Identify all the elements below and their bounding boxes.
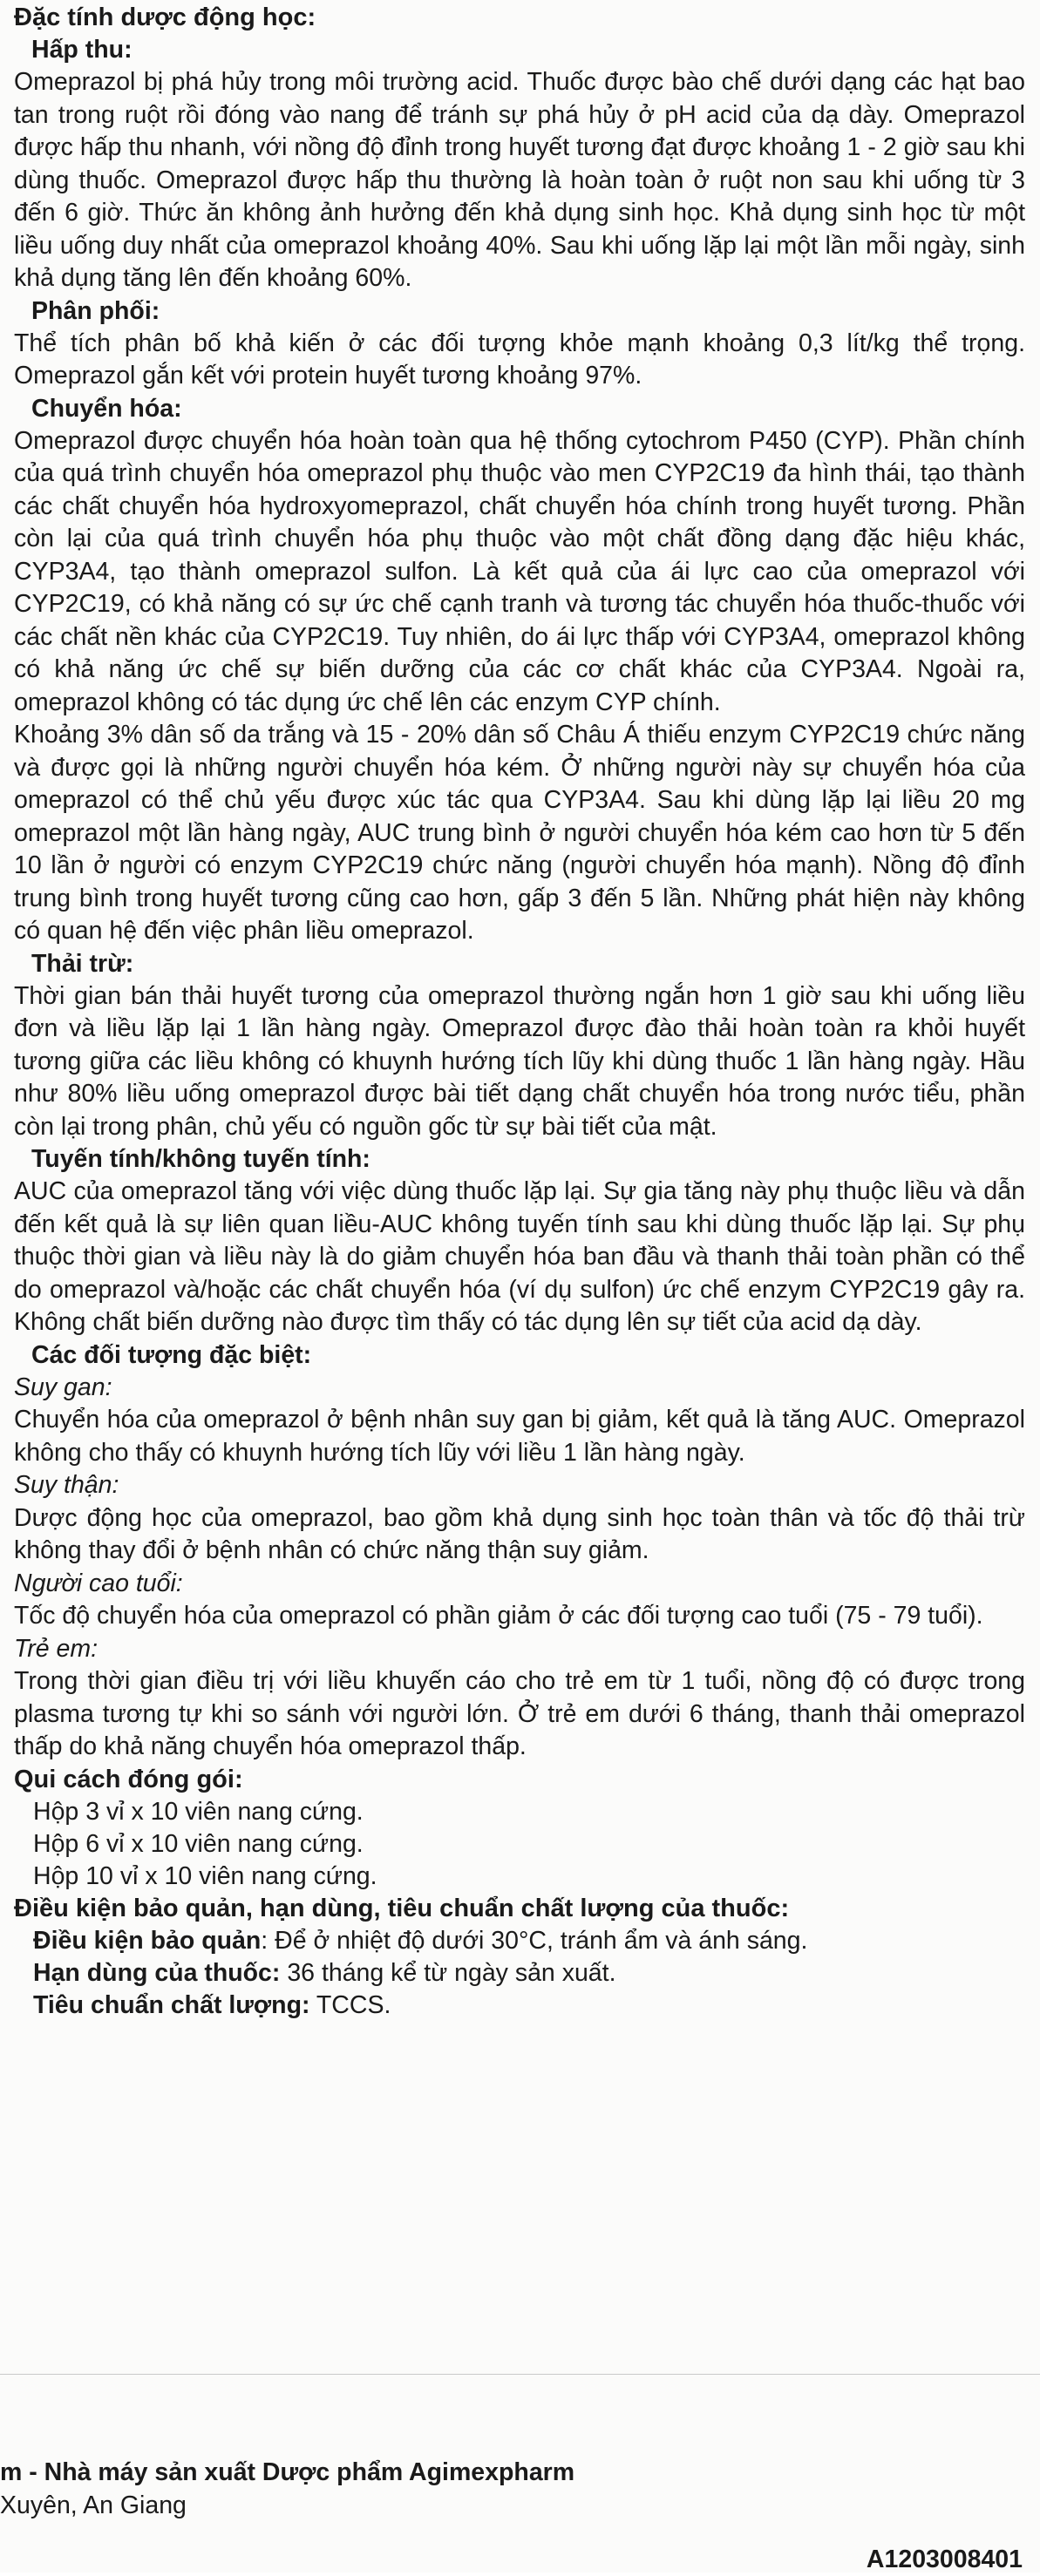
liver-label: Suy gan: <box>14 1373 112 1401</box>
shelf-life-row <box>33 1957 1025 1990</box>
elimination-text: Thời gian bán thải huyết tương của omeprazol thường ngắn hơn 1 giờ sau khi uống liều đơn và liều lặp lại 1 lần hàng ngày. Omeprazol được đào thải hoàn toàn ra khỏi huyết tương giữa các liều không có khuynh hướng tích lũy khi dùng thuốc 1 lần hàng ngày. Hầu như 80% liều uống omeprazol được bài tiết dạng chất chuyển hóa trong nước tiểu, phần còn lại trong phân, chủ yếu có nguồn gốc từ sự bài tiết của mật. <box>14 981 1025 1141</box>
packaging-item: Hộp 6 vỉ x 10 viên nang cứng. <box>33 1829 364 1858</box>
storage-condition-text: : Để ở nhiệt độ dưới 30°C, tránh ẩm và ánh sáng. <box>261 1926 808 1955</box>
distribution-text: Thể tích phân bố khả kiến ở các đối tượng khỏe mạnh khoảng 0,3 lít/kg thể trọng. Omeprazol gắn kết với protein huyết tương khoảng 97%. <box>14 329 1025 390</box>
children-label: Trẻ em: <box>14 1634 99 1663</box>
storage-condition-row <box>33 1925 1025 1957</box>
metabolism-text-1: Omeprazol được chuyển hóa hoàn toàn qua hệ thống cytochrom P450 (CYP). Phần chính của quá trình chuyển hóa omeprazol phụ thuộc vào men CYP2C19 đa hình thái, tạo thành các chất chuyển hóa hydroxyomeprazol, chất chuyển hóa chính trong huyết tương. Phần còn lại của quá trình chuyển hóa phụ thuộc vào một chất đồng dạng đặc hiệu khác, CYP3A4, tạo thành omeprazol sulfon. Là kết quả của ái lực cao của omeprazol với CYP2C19, có khả năng có sự ức chế cạnh tranh và tương tác chuyển hóa thuốc-thuốc với các chất nền khác của CYP2C19. Tuy nhiên, do ái lực thấp với CYP3A4, omeprazol không có khả năng ức chế sự biến dưỡng của các cơ chất khác của CYP3A4. Ngoài ra, omeprazol không có tác dụng ức chế lên các enzym CYP chính. <box>14 426 1025 716</box>
section-title: Đặc tính dược động học: <box>14 3 316 31</box>
metabolism-text-2: Khoảng 3% dân số da trắng và 15 - 20% dân số Châu Á thiếu enzym CYP2C19 chức năng và được gọi là những người chuyển hóa kém. Ở những người này sự chuyển hóa của omeprazol có thể chủ yếu được xúc tác qua CYP3A4. Sau khi dùng lặp lại liều 20 mg omeprazol một lần hàng ngày, AUC trung bình ở người chuyển hóa kém cao hơn từ 5 đến 10 lần ở người có enzym CYP2C19 chức năng (người chuyển hóa mạnh). Nồng độ đỉnh trung bình trong huyết tương cũng cao hơn, gấp 3 đến 5 lần. Những phát hiện này không có quan hệ đến việc phân liều omeprazol. <box>14 721 1025 945</box>
distribution-heading: Phân phối: <box>31 296 160 325</box>
kidney-label: Suy thận: <box>14 1471 119 1499</box>
kidney-text: Dược động học của omeprazol, bao gồm khả dụng sinh học toàn thân và tốc độ thải trừ không thay đổi ở bệnh nhân có chức năng thận suy giảm. <box>14 1503 1025 1564</box>
quality-standard-row <box>33 1990 1025 2022</box>
quality-standard-label: Tiêu chuẩn chất lượng: <box>33 1990 310 2019</box>
special-populations-heading: Các đối tượng đặc biệt: <box>31 1340 312 1369</box>
manufacturer-address: Xuyên, An Giang <box>0 2491 187 2519</box>
linearity-text: AUC của omeprazol tăng với việc dùng thuốc lặp lại. Sự gia tăng này phụ thuộc liều và dẫn đến kết quả là sự liên quan liều-AUC không tuyến tính sau khi dùng thuốc lặp lại. Sự phụ thuộc thời gian và liều này là do giảm chuyển hóa ban đầu và thanh thải toàn phần có thể do omeprazol và/hoặc các chất chuyển hóa (ví dụ sulfon) ức chế enzym CYP2C19 gây ra. Không chất biến dưỡng nào được tìm thấy có tác dụng lên sự tiết của acid dạ dày. <box>14 1177 1025 1336</box>
elimination-heading: Thải trừ: <box>31 949 134 978</box>
shelf-life-text: 36 tháng kể từ ngày sản xuất. <box>280 1958 616 1987</box>
storage-condition-label: Điều kiện bảo quản <box>33 1926 262 1955</box>
linearity-heading: Tuyến tính/không tuyến tính: <box>31 1145 370 1173</box>
quality-standard-text: TCCS. <box>309 1990 391 2019</box>
storage-section <box>14 1893 1025 2022</box>
document-code: A1203008401 <box>866 2545 1023 2573</box>
shelf-life-label: Hạn dùng của thuốc: <box>33 1958 281 1987</box>
elderly-text: Tốc độ chuyển hóa của omeprazol có phần giảm ở các đối tượng cao tuổi (75 - 79 tuổi). <box>14 1602 983 1630</box>
liver-text: Chuyển hóa của omeprazol ở bệnh nhân suy gan bị giảm, kết quả là tăng AUC. Omeprazol không cho thấy có khuynh hướng tích lũy với liều 1 lần hàng ngày. <box>14 1406 1025 1467</box>
manufacturer-name: m - Nhà máy sản xuất Dược phẩm Agimexpharm <box>0 2458 575 2486</box>
divider-line <box>0 2374 1040 2375</box>
metabolism-heading: Chuyển hóa: <box>31 394 182 423</box>
packaging-list <box>14 1796 1025 1893</box>
packaging-heading: Qui cách đóng gói: <box>14 1765 243 1793</box>
packaging-item: Hộp 3 vỉ x 10 viên nang cứng. <box>33 1797 364 1826</box>
storage-heading: Điều kiện bảo quản, hạn dùng, tiêu chuẩn chất lượng của thuốc: <box>14 1894 790 1922</box>
elderly-label: Người cao tuổi: <box>14 1569 183 1597</box>
absorption-heading: Hấp thu: <box>31 36 133 64</box>
children-text: Trong thời gian điều trị với liều khuyến cáo cho trẻ em từ 1 tuổi, nồng độ có được trong plasma tương tự khi so sánh với người lớn. Ở trẻ em dưới 6 tháng, thanh thải omeprazol thấp do khả năng chuyển hóa omeprazol thấp. <box>14 1667 1025 1760</box>
pharmacokinetics-section <box>14 2 1025 2022</box>
packaging-item: Hộp 10 vỉ x 10 viên nang cứng. <box>33 1861 377 1890</box>
footer <box>0 2456 1040 2573</box>
absorption-text: Omeprazol bị phá hủy trong môi trường acid. Thuốc được bào chế dưới dạng các hạt bao tan trong ruột rồi đóng vào nang để tránh sự phá hủy ở pH acid của dạ dày. Omeprazol được hấp thu nhanh, với nồng độ đỉnh trong huyết tương đạt được khoảng 1 - 2 giờ sau khi dùng thuốc. Omeprazol được hấp thu thường là hoàn toàn ở ruột non sau khi uống từ 3 đến 6 giờ. Thức ăn không ảnh hưởng đến khả dụng sinh học. Khả dụng sinh học từ một liều uống duy nhất của omeprazol khoảng 40%. Sau khi uống lặp lại một lần mỗi ngày, sinh khả dụng tăng lên đến khoảng 60%. <box>14 68 1025 292</box>
